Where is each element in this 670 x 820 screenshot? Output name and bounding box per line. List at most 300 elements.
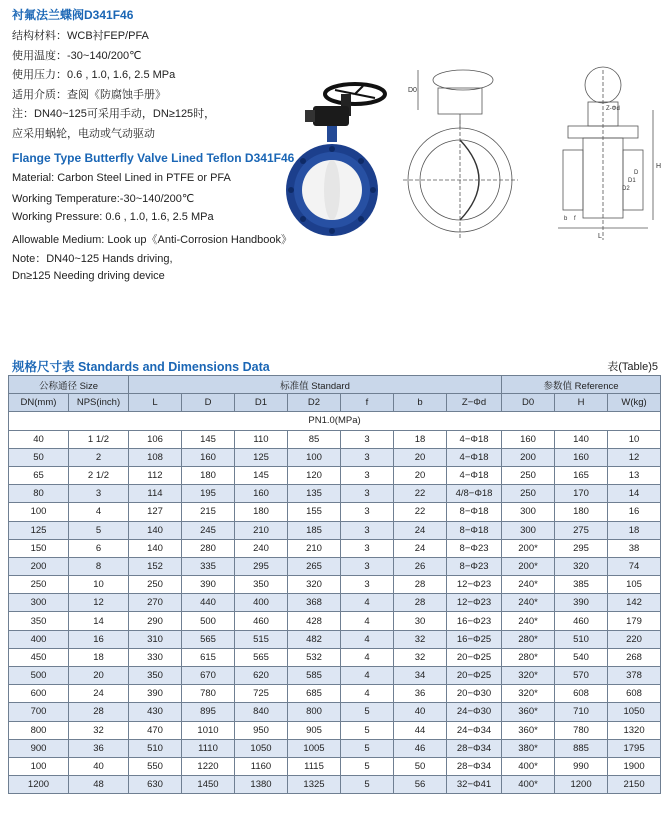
table-cell: 48	[69, 776, 129, 794]
table-cell: 350	[9, 612, 69, 630]
table-cell: 32−Φ41	[447, 776, 502, 794]
dim-d1-label: D1	[628, 178, 636, 184]
table-cell: 700	[9, 703, 69, 721]
table-cell: 5	[341, 776, 394, 794]
table-cell: 40	[69, 757, 129, 775]
table-cell: 608	[555, 685, 608, 703]
table-cell: 905	[288, 721, 341, 739]
table-cell: 210	[288, 539, 341, 557]
dim-f-label: f	[574, 216, 576, 222]
column-header: f	[341, 394, 394, 412]
table-cell: 36	[394, 685, 447, 703]
table-cell: 710	[555, 703, 608, 721]
table-cell: 8−Φ18	[447, 503, 502, 521]
table-cell: 34	[394, 667, 447, 685]
cn-title: 衬氟法兰蝶阀D341F46	[12, 8, 134, 22]
table-cell: 725	[235, 685, 288, 703]
table-cell: 106	[129, 430, 182, 448]
column-header: L	[129, 394, 182, 412]
table-cell: 780	[182, 685, 235, 703]
table-cell: 3	[341, 466, 394, 484]
cn-spec-line: 使用温度：-30~140/200℃	[12, 49, 142, 62]
table-cell: 320	[288, 576, 341, 594]
table-cell: 32	[394, 630, 447, 648]
table-cell: 4	[341, 594, 394, 612]
table-cell: 110	[235, 430, 288, 448]
table-cell: 4−Φ18	[447, 466, 502, 484]
table-cell: 685	[288, 685, 341, 703]
table-row	[9, 430, 661, 448]
column-header: b	[394, 394, 447, 412]
table-cell: 85	[288, 430, 341, 448]
table-cell: 40	[394, 703, 447, 721]
table-cell: 170	[555, 485, 608, 503]
table-cell: 44	[394, 721, 447, 739]
table-cell: 300	[502, 521, 555, 539]
table-row	[9, 739, 661, 757]
table-cell: 56	[394, 776, 447, 794]
en-spec-line: Allowable Medium: Look up《Anti-Corrosion Handbook》	[12, 233, 293, 246]
table-cell: 3	[69, 485, 129, 503]
table-cell: 4	[341, 612, 394, 630]
table-cell: 400	[235, 594, 288, 612]
column-header: Z−Φd	[447, 394, 502, 412]
table-cell: 300	[9, 594, 69, 612]
table-cell: 155	[288, 503, 341, 521]
table-cell: 135	[288, 485, 341, 503]
table-cell: 565	[182, 630, 235, 648]
table-cell: 8−Φ23	[447, 539, 502, 557]
table-cell: 12	[608, 448, 661, 466]
table-cell: 16−Φ25	[447, 630, 502, 648]
table-cell: 16	[69, 630, 129, 648]
column-header: D1	[235, 394, 288, 412]
table-cell: 145	[182, 430, 235, 448]
table-cell: 990	[555, 757, 608, 775]
table-cell: 220	[608, 630, 661, 648]
table-cell: 185	[288, 521, 341, 539]
table-cell: 200	[9, 557, 69, 575]
table-cell: 532	[288, 648, 341, 666]
table-cell: 240*	[502, 576, 555, 594]
table-cell: 100	[288, 448, 341, 466]
table-cell: 24−Φ34	[447, 721, 502, 739]
table-cell: 290	[129, 612, 182, 630]
table-cell: 300	[502, 503, 555, 521]
table-cell: 140	[555, 430, 608, 448]
table-section-title: 规格尺寸表 Standards and Dimensions Data	[12, 360, 270, 374]
table-cell: 3	[341, 539, 394, 557]
table-cell: 550	[129, 757, 182, 775]
table-row	[9, 776, 661, 794]
table-cell: 5	[341, 739, 394, 757]
table-cell: 515	[235, 630, 288, 648]
table-cell: 275	[555, 521, 608, 539]
table-cell: 26	[394, 557, 447, 575]
table-number: 表(Table)5	[607, 361, 658, 373]
table-cell: 615	[182, 648, 235, 666]
table-cell: 3	[341, 503, 394, 521]
table-row	[9, 648, 661, 666]
table-cell: 780	[555, 721, 608, 739]
table-cell: 510	[555, 630, 608, 648]
table-cell: 36	[69, 739, 129, 757]
group-header-size: 公称通径 Size	[9, 376, 129, 394]
table-cell: 3	[341, 485, 394, 503]
table-cell: 460	[235, 612, 288, 630]
table-cell: 179	[608, 612, 661, 630]
table-cell: 20−Φ25	[447, 648, 502, 666]
table-cell: 12−Φ23	[447, 594, 502, 612]
table-cell: 20−Φ30	[447, 685, 502, 703]
table-cell: 470	[129, 721, 182, 739]
table-cell: 500	[182, 612, 235, 630]
table-cell: 400*	[502, 757, 555, 775]
table-cell: 28−Φ34	[447, 739, 502, 757]
table-cell: 150	[9, 539, 69, 557]
table-cell: 1 1/2	[69, 430, 129, 448]
dim-l-label: L	[598, 233, 602, 240]
table-row	[9, 503, 661, 521]
table-cell: 600	[9, 685, 69, 703]
en-title: Flange Type Butterfly Valve Lined Teflon D341F46	[12, 151, 295, 165]
table-cell: 108	[129, 448, 182, 466]
table-cell: 16−Φ23	[447, 612, 502, 630]
dimensions-table	[8, 375, 661, 794]
cn-spec-line: 适用介质：查阅《防腐蚀手册》	[12, 88, 166, 101]
table-cell: 18	[69, 648, 129, 666]
table-cell: 5	[69, 521, 129, 539]
table-cell: 3	[341, 521, 394, 539]
table-cell: 200	[502, 448, 555, 466]
table-cell: 180	[235, 503, 288, 521]
table-cell: 2 1/2	[69, 466, 129, 484]
table-cell: 140	[129, 521, 182, 539]
table-cell: 20	[394, 466, 447, 484]
table-cell: 368	[288, 594, 341, 612]
table-cell: 1160	[235, 757, 288, 775]
table-cell: 885	[555, 739, 608, 757]
table-cell: 165	[555, 466, 608, 484]
table-cell: 350	[235, 576, 288, 594]
table-cell: 100	[9, 503, 69, 521]
table-cell: 330	[129, 648, 182, 666]
table-cell: 450	[9, 648, 69, 666]
table-cell: 30	[394, 612, 447, 630]
table-cell: 20	[69, 667, 129, 685]
table-cell: 310	[129, 630, 182, 648]
table-cell: 200*	[502, 539, 555, 557]
table-cell: 265	[288, 557, 341, 575]
table-row	[9, 757, 661, 775]
table-cell: 1005	[288, 739, 341, 757]
table-cell: 3	[341, 430, 394, 448]
table-cell: 180	[555, 503, 608, 521]
table-cell: 250	[9, 576, 69, 594]
table-cell: 350	[129, 667, 182, 685]
technical-drawing	[398, 50, 663, 245]
table-cell: 385	[555, 576, 608, 594]
table-cell: 280	[182, 539, 235, 557]
table-cell: 400*	[502, 776, 555, 794]
cn-spec-line: 应采用蜗轮，电动或气动驱动	[12, 127, 155, 140]
table-cell: 320*	[502, 685, 555, 703]
table-cell: 10	[608, 430, 661, 448]
table-cell: 50	[9, 448, 69, 466]
table-cell: 630	[129, 776, 182, 794]
table-row	[9, 630, 661, 648]
table-cell: 14	[69, 612, 129, 630]
table-cell: 1220	[182, 757, 235, 775]
table-row	[9, 485, 661, 503]
dim-h-label: H	[656, 163, 662, 170]
table-row	[9, 448, 661, 466]
table-cell: 152	[129, 557, 182, 575]
table-cell: 4−Φ18	[447, 430, 502, 448]
table-cell: 360*	[502, 703, 555, 721]
table-row	[9, 703, 661, 721]
table-cell: 4/8−Φ18	[447, 485, 502, 503]
table-cell: 1200	[9, 776, 69, 794]
table-cell: 8−Φ18	[447, 521, 502, 539]
table-cell: 140	[129, 539, 182, 557]
table-row	[9, 594, 661, 612]
table-cell: 4	[341, 685, 394, 703]
table-cell: 50	[394, 757, 447, 775]
table-cell: 240	[235, 539, 288, 557]
table-cell: 295	[555, 539, 608, 557]
en-spec-line: Note：DN40~125 Hands driving,	[12, 253, 173, 265]
table-cell: 1450	[182, 776, 235, 794]
table-cell: 800	[288, 703, 341, 721]
cn-spec-line: 结构材料：WCB衬FEP/PFA	[12, 30, 149, 42]
table-cell: 585	[288, 667, 341, 685]
table-cell: 280*	[502, 630, 555, 648]
table-cell: 1795	[608, 739, 661, 757]
table-cell: 4−Φ18	[447, 448, 502, 466]
table-cell: 250	[502, 485, 555, 503]
table-cell: 114	[129, 485, 182, 503]
table-cell: 250	[502, 466, 555, 484]
table-cell: 510	[129, 739, 182, 757]
table-cell: 40	[9, 430, 69, 448]
table-cell: 4	[341, 648, 394, 666]
table-cell: 38	[608, 539, 661, 557]
table-cell: 120	[288, 466, 341, 484]
table-cell: 74	[608, 557, 661, 575]
table-cell: 245	[182, 521, 235, 539]
table-cell: 840	[235, 703, 288, 721]
table-cell: 32	[394, 648, 447, 666]
column-header: NPS(inch)	[69, 394, 129, 412]
table-cell: 28	[394, 594, 447, 612]
table-cell: 900	[9, 739, 69, 757]
table-cell: 570	[555, 667, 608, 685]
en-spec-line: Working Temperature:-30~140/200℃	[12, 192, 195, 205]
table-cell: 240*	[502, 612, 555, 630]
table-cell: 5	[341, 703, 394, 721]
table-cell: 112	[129, 466, 182, 484]
table-cell: 3	[341, 576, 394, 594]
en-spec-line: Dn≥125 Needing driving device	[12, 269, 165, 282]
table-cell: 428	[288, 612, 341, 630]
table-cell: 895	[182, 703, 235, 721]
table-cell: 200*	[502, 557, 555, 575]
table-cell: 335	[182, 557, 235, 575]
dim-b-label: b	[564, 216, 568, 222]
table-row	[9, 612, 661, 630]
table-cell: 105	[608, 576, 661, 594]
table-cell: 460	[555, 612, 608, 630]
table-cell: 268	[608, 648, 661, 666]
valve-photo	[275, 72, 395, 242]
table-cell: 12	[69, 594, 129, 612]
en-spec-line: Working Pressure: 0.6 , 1.0, 1.6, 2.5 MPa	[12, 211, 214, 223]
table-cell: 125	[235, 448, 288, 466]
column-header: DN(mm)	[9, 394, 69, 412]
table-cell: 500	[9, 667, 69, 685]
table-cell: 1110	[182, 739, 235, 757]
table-cell: 240*	[502, 594, 555, 612]
table-cell: 210	[235, 521, 288, 539]
table-cell: 5	[341, 757, 394, 775]
table-cell: 390	[182, 576, 235, 594]
table-cell: 540	[555, 648, 608, 666]
table-cell: 3	[341, 448, 394, 466]
table-cell: 28	[394, 576, 447, 594]
table-cell: 608	[608, 685, 661, 703]
dim-d0-label: D0	[408, 87, 417, 94]
table-cell: 160	[235, 485, 288, 503]
table-cell: 4	[341, 667, 394, 685]
pn-row: PN1.0(MPa)	[9, 412, 661, 430]
table-cell: 32	[69, 721, 129, 739]
table-cell: 145	[235, 466, 288, 484]
table-cell: 18	[394, 430, 447, 448]
table-cell: 24	[394, 539, 447, 557]
column-header: D2	[288, 394, 341, 412]
table-cell: 8−Φ23	[447, 557, 502, 575]
table-cell: 390	[129, 685, 182, 703]
table-cell: 1050	[608, 703, 661, 721]
cn-spec-line: 使用压力：0.6 , 1.0, 1.6, 2.5 MPa	[12, 69, 176, 81]
table-cell: 2	[69, 448, 129, 466]
en-spec-line: Material: Carbon Steel Lined in PTFE or PFA	[12, 172, 231, 184]
table-cell: 1200	[555, 776, 608, 794]
table-cell: 215	[182, 503, 235, 521]
dim-d-label: D	[634, 170, 639, 176]
table-cell: 1115	[288, 757, 341, 775]
table-cell: 3	[341, 557, 394, 575]
column-header: H	[555, 394, 608, 412]
table-cell: 20−Φ25	[447, 667, 502, 685]
table-cell: 5	[341, 721, 394, 739]
table-cell: 18	[608, 521, 661, 539]
table-cell: 22	[394, 503, 447, 521]
table-cell: 180	[182, 466, 235, 484]
table-cell: 24−Φ30	[447, 703, 502, 721]
table-row	[9, 721, 661, 739]
table-cell: 12−Φ23	[447, 576, 502, 594]
table-row	[9, 557, 661, 575]
table-row	[9, 576, 661, 594]
table-cell: 800	[9, 721, 69, 739]
table-cell: 14	[608, 485, 661, 503]
table-cell: 160	[502, 430, 555, 448]
table-cell: 8	[69, 557, 129, 575]
column-header: D	[182, 394, 235, 412]
dim-zphid-label: Z-Φd	[606, 106, 620, 112]
table-cell: 160	[555, 448, 608, 466]
table-cell: 1900	[608, 757, 661, 775]
table-cell: 482	[288, 630, 341, 648]
table-cell: 20	[394, 448, 447, 466]
table-cell: 13	[608, 466, 661, 484]
table-cell: 2150	[608, 776, 661, 794]
table-cell: 100	[9, 757, 69, 775]
table-cell: 1380	[235, 776, 288, 794]
table-cell: 360*	[502, 721, 555, 739]
table-cell: 400	[9, 630, 69, 648]
table-cell: 1320	[608, 721, 661, 739]
table-cell: 378	[608, 667, 661, 685]
table-cell: 16	[608, 503, 661, 521]
column-header: W(kg)	[608, 394, 661, 412]
table-cell: 22	[394, 485, 447, 503]
table-cell: 10	[69, 576, 129, 594]
table-cell: 24	[394, 521, 447, 539]
group-header-reference: 参数值 Reference	[502, 376, 661, 394]
table-cell: 250	[129, 576, 182, 594]
table-cell: 195	[182, 485, 235, 503]
table-cell: 127	[129, 503, 182, 521]
table-cell: 670	[182, 667, 235, 685]
table-row	[9, 521, 661, 539]
table-cell: 1325	[288, 776, 341, 794]
table-cell: 80	[9, 485, 69, 503]
table-cell: 4	[69, 503, 129, 521]
table-cell: 440	[182, 594, 235, 612]
table-row	[9, 466, 661, 484]
table-cell: 28−Φ34	[447, 757, 502, 775]
table-row	[9, 539, 661, 557]
table-cell: 430	[129, 703, 182, 721]
table-cell: 65	[9, 466, 69, 484]
group-header-standard: 标准值 Standard	[129, 376, 502, 394]
table-row	[9, 667, 661, 685]
cn-spec-line: 注：DN40~125可采用手动，DN≥125时，	[12, 108, 216, 120]
table-cell: 24	[69, 685, 129, 703]
table-cell: 320*	[502, 667, 555, 685]
table-cell: 28	[69, 703, 129, 721]
table-cell: 320	[555, 557, 608, 575]
table-cell: 1050	[235, 739, 288, 757]
column-header: D0	[502, 394, 555, 412]
table-cell: 142	[608, 594, 661, 612]
table-cell: 950	[235, 721, 288, 739]
table-cell: 565	[235, 648, 288, 666]
table-cell: 390	[555, 594, 608, 612]
table-cell: 4	[341, 630, 394, 648]
table-cell: 620	[235, 667, 288, 685]
table-cell: 6	[69, 539, 129, 557]
table-cell: 270	[129, 594, 182, 612]
table-cell: 295	[235, 557, 288, 575]
table-cell: 46	[394, 739, 447, 757]
dim-d2-label: D2	[622, 186, 630, 192]
table-cell: 280*	[502, 648, 555, 666]
table-cell: 1010	[182, 721, 235, 739]
